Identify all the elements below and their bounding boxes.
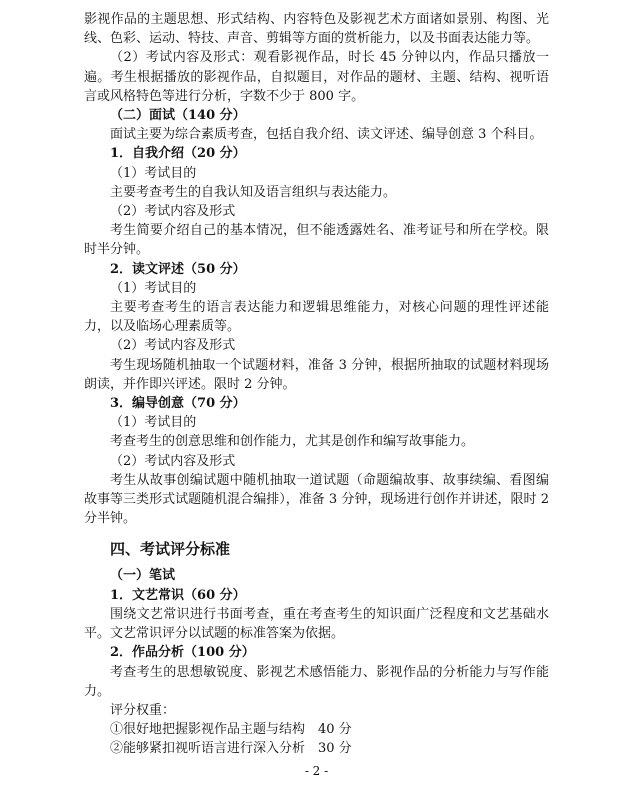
- page-number: - 2 -: [304, 764, 329, 778]
- paragraph: 考查考生的思想敏锐度、影视艺术感悟能力、影视作品的分析能力与写作能力。: [84, 664, 549, 699]
- page-content: [84, 10, 549, 759]
- section-heading: （二）面试（140 分）: [110, 108, 246, 124]
- section-heading: （一）笔试: [110, 568, 176, 584]
- paragraph: （2）考试内容及形式: [110, 204, 236, 220]
- subsection-heading: 1．文艺常识（60 分）: [110, 587, 246, 603]
- paragraph: 主要考查考生的语言表达能力和逻辑思维能力，对核心问题的理性评述能力，以及临场心理素质等。: [84, 300, 549, 335]
- paragraph: （1）考试目的: [110, 280, 197, 296]
- paragraph: （1）考试目的: [110, 165, 197, 181]
- paragraph: 主要考查考生的自我认知及语言组织与表达能力。: [110, 184, 397, 200]
- paragraph: 影视作品的主题思想、形式结构、内容特色及影视艺术方面诸如景别、构图、光线、色彩、运动、特技、声音、剪辑等方面的赏析能力，以及书面表达能力等。: [84, 12, 549, 47]
- list-item: ②能够紧扣视听语言进行深入分析 30 分: [110, 741, 352, 757]
- subsection-heading: 3．编导创意（70 分）: [110, 396, 246, 412]
- paragraph: 面试主要为综合素质考查，包括自我介绍、读文评述、编导创意 3 个科目。: [110, 127, 543, 143]
- subsection-heading: 1．自我介绍（20 分）: [110, 146, 246, 162]
- chapter-heading: 四、考试评分标准: [110, 540, 231, 559]
- paragraph: （2）考试内容及形式：观看影视作品，时长 45 分钟以内，作品只播放一遍。考生根据播放的影视作品，自拟题目，对作品的题材、主题、结构、视听语言或风格特色等进行分析，字数不少于 800 字。: [84, 50, 549, 104]
- paragraph: （2）考试内容及形式: [110, 338, 236, 354]
- paragraph: 围绕文艺常识进行书面考查，重在考查考生的知识面广泛程度和文艺基础水平。文艺常识评分以试题的标准答案为依据。: [84, 606, 549, 642]
- paragraph: （1）考试目的: [110, 415, 197, 431]
- paragraph: 考查考生的创意思维和创作能力，尤其是创作和编写故事能力。: [110, 434, 475, 450]
- list-item: ①很好地把握影视作品主题与结构 40 分: [110, 722, 352, 738]
- paragraph: 考生简要介绍自己的基本情况，但不能透露姓名、准考证号和所在学校。限时半分钟。: [84, 223, 549, 258]
- paragraph: 考生从故事创编试题中随机抽取一道试题（命题编故事、故事续编、看图编故事等三类形式试题随机混合编排），准备 3 分钟，现场进行创作并讲述，限时 2 分半钟。: [84, 472, 549, 527]
- paragraph: （2）考试内容及形式: [110, 453, 236, 469]
- subsection-heading: 2．读文评述（50 分）: [110, 261, 246, 277]
- paragraph: 考生现场随机抽取一个试题材料，准备 3 分钟，根据所抽取的试题材料现场朗读，并作即兴评述。限时 2 分钟。: [84, 357, 549, 392]
- subsection-heading: 2．作品分析（100 分）: [110, 645, 255, 661]
- paragraph: 评分权重：: [110, 702, 176, 718]
